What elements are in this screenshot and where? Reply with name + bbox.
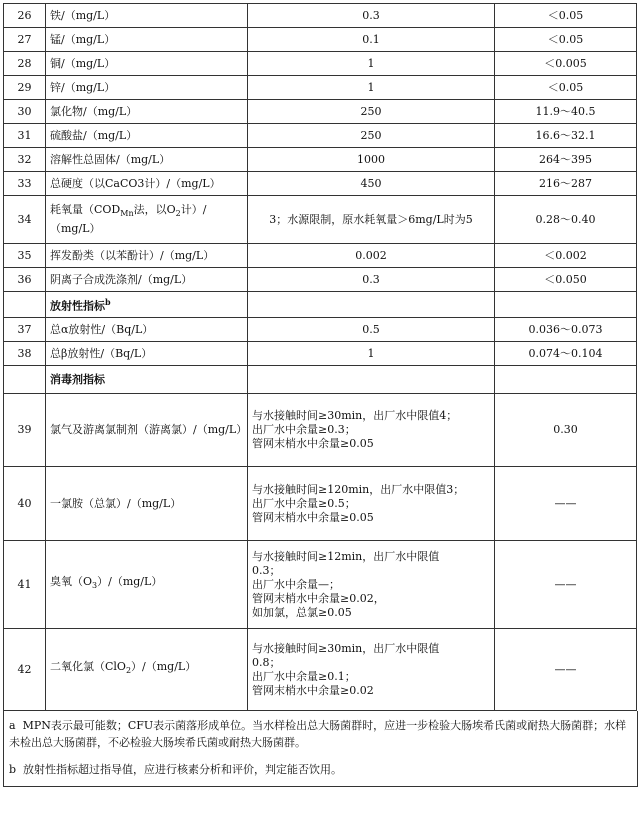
limit-value [248,467,495,541]
measured-value: 0.28～0.40 [495,196,637,244]
measured-value: 16.6～32.1 [495,124,637,148]
limit-value: 0.1 [248,28,495,52]
limit-value: 250 [248,124,495,148]
limit-value: 0.3 [248,4,495,28]
measured-value: ＜0.05 [495,76,637,100]
standards-sheet [3,3,636,787]
limit-value: 1 [248,342,495,366]
limit-line: 如加氯，总氯≥0.05 [252,605,352,619]
row-number: 36 [4,268,46,292]
measured-value: 0.074～0.104 [495,342,637,366]
indicator-name-part: 臭氧（O [50,575,93,589]
row-number: 30 [4,100,46,124]
indicator-name: 总硬度（以CaCO3计）/（mg/L） [46,172,248,196]
footnote-mark: b [105,297,111,308]
measured-value: 0.036～0.073 [495,318,637,342]
limit-value: 1 [248,76,495,100]
measured-value: 216～287 [495,172,637,196]
empty-cell [248,292,495,318]
footnote-b [9,761,632,778]
indicator-name [46,541,248,629]
limit-line: 管网末梢水中余量≥0.02， [252,591,385,605]
limit-line: 0.3； [252,563,281,577]
limit-value: 1000 [248,148,495,172]
limit-line: 管网末梢水中余量≥0.05 [252,437,374,450]
water-quality-table [3,3,637,711]
table-row [4,629,637,711]
limit-value [248,541,495,629]
empty-cell [495,292,637,318]
limit-line: 与水接触时间≥12min，出厂水中限值 [252,549,440,563]
limit-value: 0.002 [248,244,495,268]
measured-value: 0.30 [495,394,637,467]
row-number: 32 [4,148,46,172]
measured-value: —— [495,629,637,711]
table-row [4,52,637,76]
indicator-name: 溶解性总固体/（mg/L） [46,148,248,172]
table-row [4,196,637,244]
section-row [4,292,637,318]
indicator-name: 硫酸盐/（mg/L） [46,124,248,148]
row-number: 40 [4,467,46,541]
row-number: 42 [4,629,46,711]
indicator-name: 氯气及游离氯制剂（游离氯）/（mg/L） [46,394,248,467]
row-number: 27 [4,28,46,52]
indicator-name: 阴离子合成洗涤剂/（mg/L） [46,268,248,292]
empty-cell [4,292,46,318]
measured-value: —— [495,541,637,629]
row-number: 28 [4,52,46,76]
indicator-name-part: ）/（mg/L） [131,660,197,674]
limit-line: 与水接触时间≥30min，出厂水中限值 [252,641,440,655]
section-title: 消毒剂指标 [46,366,248,394]
indicator-name: 总α放射性/（Bq/L） [46,318,248,342]
footnote-mark: b [9,763,17,776]
indicator-name-part: 耗氧量（COD [50,203,121,217]
table-row [4,4,637,28]
table-row [4,541,637,629]
limit-value: 0.3 [248,268,495,292]
indicator-name: 铁/（mg/L） [46,4,248,28]
empty-cell [495,366,637,394]
indicator-name [46,629,248,711]
table-row [4,100,637,124]
table-row [4,268,637,292]
limit-line: 与水接触时间≥30min，出厂水中限值4； [252,409,458,422]
measured-value: ＜0.002 [495,244,637,268]
limit-value [248,394,495,467]
indicator-name: 一氯胺（总氯）/（mg/L） [46,467,248,541]
row-number: 35 [4,244,46,268]
table-row [4,244,637,268]
table-row [4,124,637,148]
row-number: 38 [4,342,46,366]
row-number: 26 [4,4,46,28]
section-row [4,366,637,394]
table-row [4,28,637,52]
row-number: 41 [4,541,46,629]
limit-value: 250 [248,100,495,124]
table-row [4,394,637,467]
indicator-name-part: 法，以O [133,203,176,217]
limit-line: 出厂水中余量—； [252,577,340,591]
footnote-mark: a [9,719,16,732]
limit-value: 450 [248,172,495,196]
table-row [4,467,637,541]
section-title [46,292,248,318]
limit-line: 管网末梢水中余量≥0.05 [252,510,374,524]
limit-line: 与水接触时间≥120min，出厂水中限值3； [252,482,465,496]
table-row [4,318,637,342]
indicator-name-part: 二氧化氯（ClO [50,660,126,674]
table-row [4,148,637,172]
row-number: 31 [4,124,46,148]
indicator-name: 锌/（mg/L） [46,76,248,100]
empty-cell [248,366,495,394]
limit-line: 出厂水中余量≥0.3； [252,423,356,436]
subscript: 2 [125,666,132,676]
indicator-name: 锰/（mg/L） [46,28,248,52]
limit-value: 1 [248,52,495,76]
subscript: 2 [175,209,181,219]
section-title-text: 放射性指标 [50,299,105,313]
indicator-name: 总β放射性/（Bq/L） [46,342,248,366]
measured-value: ＜0.050 [495,268,637,292]
indicator-name: 氯化物/（mg/L） [46,100,248,124]
footnote-a [9,717,632,751]
measured-value: 11.9～40.5 [495,100,637,124]
limit-value [248,629,495,711]
measured-value: ＜0.05 [495,4,637,28]
row-number: 29 [4,76,46,100]
limit-value: 0.5 [248,318,495,342]
limit-line: 出厂水中余量≥0.1； [252,669,356,683]
row-number: 39 [4,394,46,467]
subscript: Mn [120,209,134,219]
footnote-text: MPN表示最可能数；CFU表示菌落形成单位。当水样检出总大肠菌群时，应进一步检验大肠埃希氏菌或耐热大肠菌群；水样未检出总大肠菌群，不必检验大肠埃希氏菌或耐热大肠菌群。 [9,719,627,749]
table-row [4,76,637,100]
indicator-name: 铜/（mg/L） [46,52,248,76]
indicator-name-part: ）/（mg/L） [97,575,163,589]
limit-value: 3；水源限制，原水耗氧量＞6mg/L时为5 [248,196,495,244]
table-row [4,342,637,366]
limit-line: 管网末梢水中余量≥0.02 [252,683,374,697]
table-row [4,172,637,196]
row-number: 37 [4,318,46,342]
footnotes [3,711,638,787]
empty-cell [4,366,46,394]
footnote-text: 放射性指标超过指导值，应进行核素分析和评价，判定能否饮用。 [23,763,343,776]
row-number: 34 [4,196,46,244]
row-number: 33 [4,172,46,196]
indicator-name [46,196,248,244]
subscript: 3 [92,581,98,591]
measured-value: 264～395 [495,148,637,172]
indicator-name: 挥发酚类（以苯酚计）/（mg/L） [46,244,248,268]
limit-line: 0.8； [252,655,281,669]
measured-value: ＜0.05 [495,28,637,52]
indicator-name-part: 计）/（mg/L） [50,203,207,235]
limit-line: 出厂水中余量≥0.5； [252,496,356,510]
measured-value: —— [495,467,637,541]
measured-value: ＜0.005 [495,52,637,76]
